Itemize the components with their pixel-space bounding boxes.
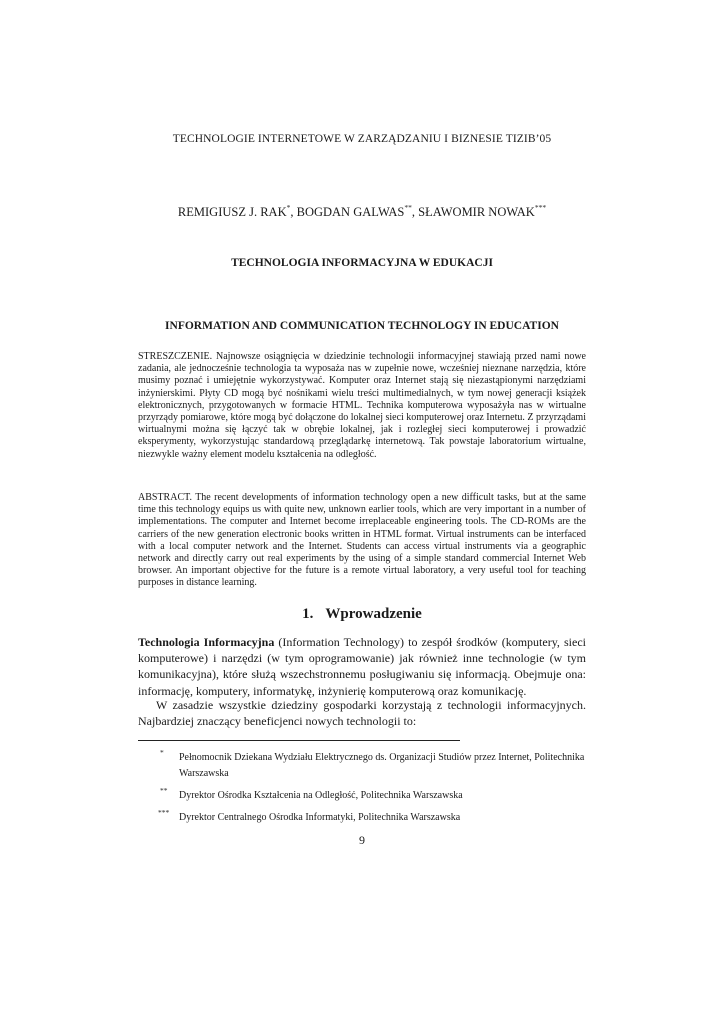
abstract-english: ABSTRACT. The recent developments of information technology open a new difficult tasks, but at the same time this technology equips us with quite new, unknown earlier tools, which are very important in a number of implementations. The computer and Internet become irreplaceable engineering tools. The CD-ROMs are the carriers of the new generation electronic books written in HTML format. Virtual instruments can be interfaced with a local computer network and the Internet. Students can access virtual instruments via a geographic network and directly carry out real experiments by the using of a simple standard commercial Internet Web browser. An important objective for the future is a remote virtual laboratory, a very useful tool for teaching purposes in distance learning. [138, 492, 586, 589]
section-title: Wprowadzenie [325, 606, 422, 622]
footnote-mark: *** [158, 808, 170, 817]
footnote-mark: * [160, 748, 164, 757]
footnote-text: Dyrektor Centralnego Ośrodka Informatyki, Politechnika Warszawska [179, 812, 461, 823]
footnote-text: Dyrektor Ośrodka Kształcenia na Odległość, Politechnika Warszawska [179, 790, 463, 801]
author-name: REMIGIUSZ J. RAK [177, 205, 287, 219]
body-paragraph [138, 634, 586, 699]
section-number: 1. [302, 606, 314, 622]
abstract-polish: STRESZCZENIE. Najnowsze osiągnięcia w dziedzinie technologii informacyjnej stawiają przed nami nowe zadania, ale jednocześnie technologia ta wyposaża nas w zupełnie nowe, wcześniej nieznane narzędzia, które musimy poznać i umiejętnie wykorzystywać. Komputer oraz Internet stają się niezastąpionymi narzędziami inżynierskimi. Płyty CD mogą być nośnikami wielu treści multimedialnych, w tym nowej generacji książek elektronicznych, przygotowanych w formacie HTML. Technika komputerowa wyposażyła nas w wirtualne przyrządy pomiarowe, które mogą być dołączone do lokalnej sieci komputerowej oraz Internetu. Z przyrządami wirtualnymi można się łączyć tak w obrębie lokalnej, jak i rozległej sieci komputerowej i prowadzić eksperymenty, wykorzystując standardową przeglądarkę internetową. Tak powstaje laboratorium wirtualne, niezwykle ważny element modelu kształcenia na odległość. [138, 351, 586, 460]
author-separator: , [290, 205, 297, 219]
author-line [0, 205, 724, 220]
footnote-text: Pełnomocnik Dziekana Wydziału Elektrycznego ds. Organizacji Studiów przez Internet, Politechnika Warszawska [179, 752, 585, 779]
author-name: SŁAWOMIR NOWAK [418, 205, 535, 219]
paragraph-text: (Information Technology) to zespół środków (komputery, sieci komputerowe) i narzędzi (w tym oprogramowanie) jak również inne technologie (w tym komunikacyjna), które służą wszechstronnemu posługiwaniu się informacją. Obejmuje ona: informację, komputery, informatykę, inżynierię komputerową oraz komunikację. [138, 635, 586, 698]
bold-term: Technologia Informacyjna [138, 635, 275, 649]
section-heading [0, 606, 724, 623]
footnote [160, 810, 588, 826]
author-footnote-mark: * [286, 203, 291, 212]
footnote-divider [138, 740, 460, 741]
author-separator: , [411, 205, 419, 219]
footnote [160, 750, 588, 781]
title-polish: TECHNOLOGIA INFORMACYJNA W EDUKACJI [231, 257, 493, 269]
footnote [160, 788, 588, 804]
author-name: BOGDAN GALWAS [296, 205, 405, 219]
running-header: TECHNOLOGIE INTERNETOWE W ZARZĄDZANIU I BIZNESIE TIZIB’05 [172, 133, 552, 145]
page-number: 9 [359, 833, 365, 847]
footnote-mark: ** [160, 786, 168, 795]
body-paragraph: W zasadzie wszystkie dziedziny gospodarki korzystają z technologii informacyjnych. Najbardziej znaczący beneficjenci nowych technologii to: [138, 698, 586, 729]
author-footnote-mark: *** [534, 203, 547, 212]
title-english: INFORMATION AND COMMUNICATION TECHNOLOGY IN EDUCATION [165, 320, 559, 332]
author-footnote-mark: ** [404, 203, 412, 212]
